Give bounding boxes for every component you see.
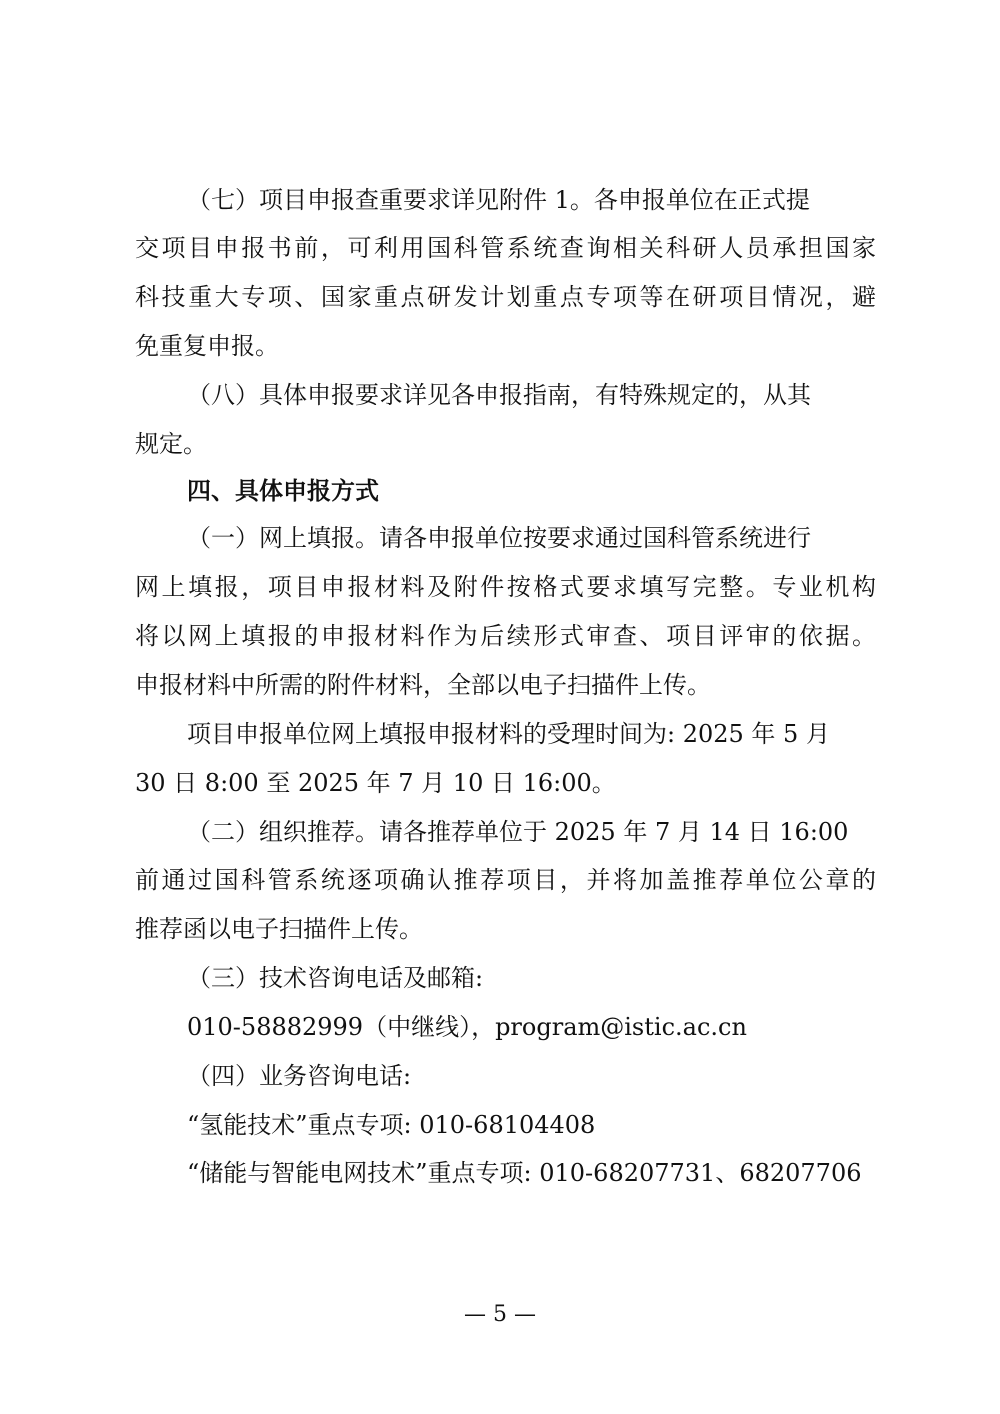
paragraph-item-7-line-1: （七）项目申报查重要求详见附件 1。各申报单位在正式提	[187, 186, 810, 214]
paragraph-acceptance-time-line-1: 项目申报单位网上填报申报材料的受理时间为: 2025 年 5 月	[187, 720, 830, 748]
paragraph-sub-1-line-4: 申报材料中所需的附件材料，全部以电子扫描件上传。	[135, 671, 711, 699]
paragraph-sub-3-line-1: （三）技术咨询电话及邮箱:	[187, 964, 484, 992]
paragraph-acceptance-time-line-2: 30 日 8:00 至 2025 年 7 月 10 日 16:00。	[135, 769, 616, 797]
paragraph-sub-2-line-1: （二）组织推荐。请各推荐单位于 2025 年 7 月 14 日 16:00	[187, 818, 849, 846]
paragraph-sub-1-line-3: 将以网上填报的申报材料作为后续形式审查、项目评审的依据。	[135, 622, 876, 650]
section-heading: 四、具体申报方式	[187, 477, 379, 505]
paragraph-item-8-line-2: 规定。	[135, 430, 207, 458]
paragraph-item-7-line-3: 科技重大专项、国家重点研发计划重点专项等在研项目情况，避	[135, 283, 876, 311]
page-number: — 5 —	[464, 1302, 536, 1327]
paragraph-sub-4-line-3: “储能与智能电网技术”重点专项: 010-68207731、68207706	[187, 1159, 862, 1187]
paragraph-sub-3-line-2: 010-58882999（中继线），program@istic.ac.cn	[187, 1013, 747, 1041]
paragraph-sub-1-line-1: （一）网上填报。请各申报单位按要求通过国科管系统进行	[187, 524, 811, 552]
paragraph-sub-2-line-3: 推荐函以电子扫描件上传。	[135, 915, 423, 943]
paragraph-sub-4-line-2: “氢能技术”重点专项: 010-68104408	[187, 1111, 596, 1139]
paragraph-sub-4-line-1: （四）业务咨询电话:	[187, 1062, 412, 1090]
paragraph-item-7-line-4: 免重复申报。	[135, 332, 279, 360]
paragraph-sub-2-line-2: 前通过国科管系统逐项确认推荐项目，并将加盖推荐单位公章的	[135, 866, 876, 894]
paragraph-item-8-line-1: （八）具体申报要求详见各申报指南，有特殊规定的，从其	[187, 381, 811, 409]
paragraph-sub-1-line-2: 网上填报，项目申报材料及附件按格式要求填写完整。专业机构	[135, 573, 876, 601]
paragraph-item-7-line-2: 交项目申报书前，可利用国科管系统查询相关科研人员承担国家	[135, 234, 876, 262]
